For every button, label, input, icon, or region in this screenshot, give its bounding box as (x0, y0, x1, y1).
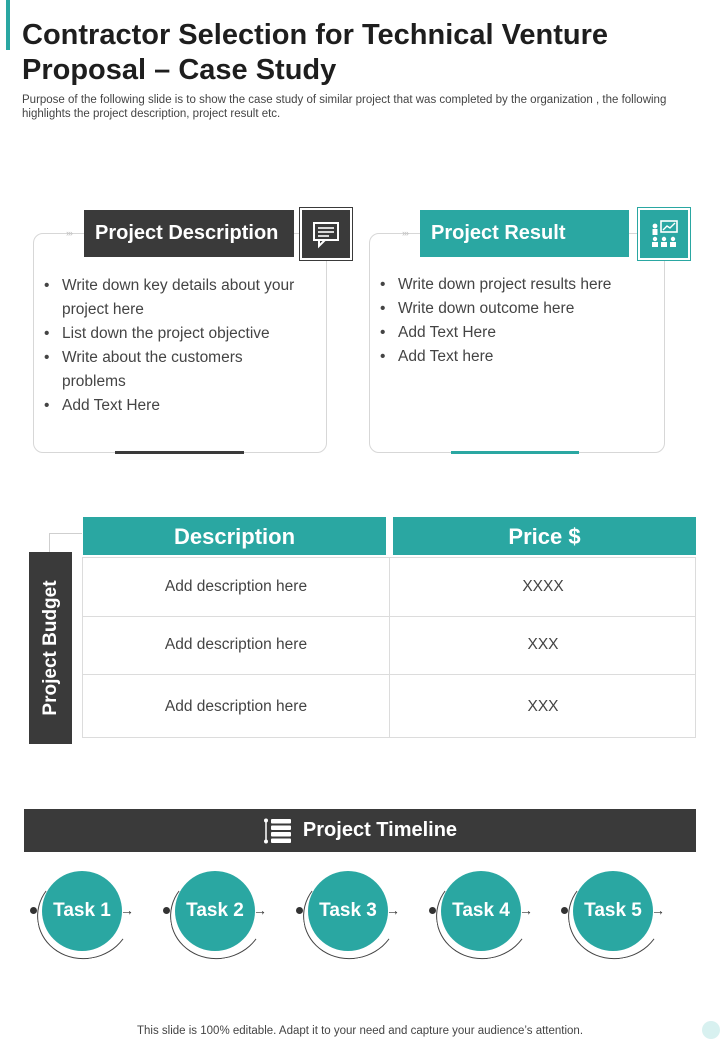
arrow-decoration: ››› (402, 228, 408, 238)
arrow-right-icon: → (120, 902, 134, 918)
arrow-right-icon: → (386, 902, 400, 918)
project-timeline-header (24, 809, 696, 852)
table-cell-description: Add description here (164, 698, 308, 715)
arrow-right-icon: → (651, 902, 665, 918)
project-budget-label-text: Project Budget (39, 580, 61, 716)
arrow-right-icon: → (253, 902, 267, 918)
task-circle: Task 4 (441, 871, 521, 951)
timeline-task (175, 871, 267, 951)
list-item: • Write down outcome here (370, 297, 655, 321)
list-item: • List down the project objective (34, 322, 304, 346)
arrow-right-icon: → (519, 902, 533, 918)
title-accent-bar (6, 0, 10, 50)
row-divider (83, 674, 695, 675)
task-dot (296, 907, 303, 914)
table-header-description: Description (83, 517, 386, 555)
task-circle: Task 3 (308, 871, 388, 951)
timeline-task (308, 871, 400, 951)
project-result-header: Project Result (420, 210, 629, 257)
card-underline (451, 451, 579, 454)
page-subtitle: Purpose of the following slide is to show the case study of similar project that was completed by the organization , the following highlights the project description, project result etc. (22, 94, 667, 120)
project-timeline-label: Project Timeline (302, 819, 458, 841)
card-underline (115, 451, 244, 454)
corner-decoration (702, 1021, 720, 1039)
table-cell-description: Add description here (164, 636, 308, 653)
table-cell-price: XXXX (522, 578, 564, 595)
list-item: • Write down project results here (370, 273, 655, 297)
timeline-task (441, 871, 533, 951)
project-description-card (33, 233, 327, 453)
task-circle: Task 5 (573, 871, 653, 951)
arrow-decoration: ››› (66, 228, 72, 238)
task-circle: Task 1 (42, 871, 122, 951)
task-dot (30, 907, 37, 914)
table-cell-description: Add description here (164, 578, 308, 595)
list-icon (263, 818, 293, 844)
presentation-audience-icon (640, 210, 688, 258)
speech-bubble-icon (302, 210, 350, 258)
list-item: • Write about the customers problems (34, 346, 304, 394)
project-result-list (370, 273, 655, 369)
footer-note: This slide is 100% editable. Adapt it to your need and capture your audience’s attention. (136, 1025, 584, 1037)
budget-table (82, 557, 696, 738)
table-header-price: Price $ (393, 517, 696, 555)
table-cell-price: XXX (527, 636, 559, 653)
timeline-task (42, 871, 134, 951)
list-item: • Add Text here (370, 345, 655, 369)
list-item: • Add Text Here (370, 321, 655, 345)
project-description-header: Project Description (84, 210, 294, 257)
project-description-list (34, 274, 304, 418)
task-dot (561, 907, 568, 914)
project-result-card (369, 233, 665, 453)
task-dot (163, 907, 170, 914)
task-circle: Task 2 (175, 871, 255, 951)
list-item: • Write down key details about your project here (34, 274, 304, 322)
project-budget-label (29, 552, 72, 744)
page-title: Contractor Selection for Technical Venture Proposal – Case Study (22, 19, 609, 86)
task-dot (429, 907, 436, 914)
list-item: • Add Text Here (34, 394, 304, 418)
row-divider (83, 616, 695, 617)
timeline-task (573, 871, 665, 951)
budget-connector-line (49, 533, 82, 552)
table-cell-price: XXX (527, 698, 559, 715)
